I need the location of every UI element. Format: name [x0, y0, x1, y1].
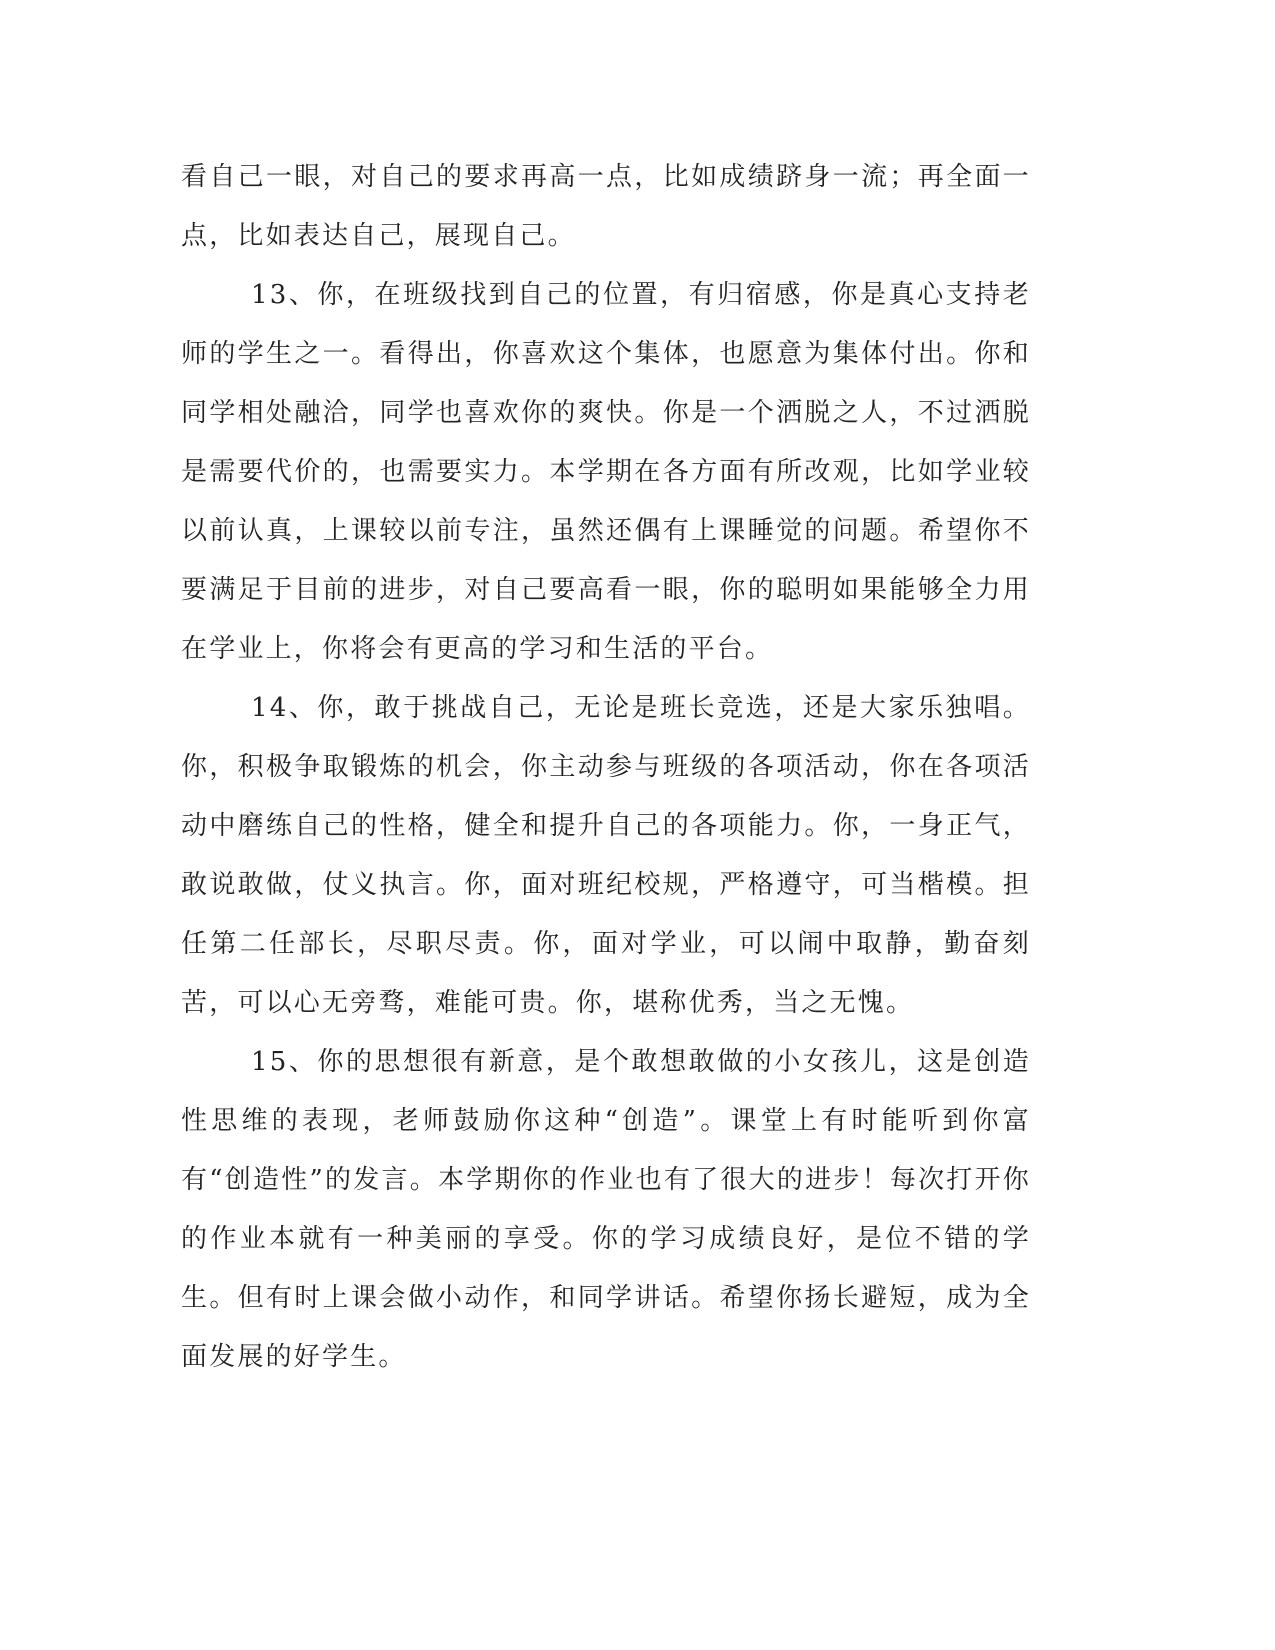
document-body [181, 148, 1031, 1387]
paragraph-13: 13、你，在班级找到自己的位置，有归宿感，你是真心支持老师的学生之一。看得出，你喜欢这个集体，也愿意为集体付出。你和同学相处融洽，同学也喜欢你的爽快。你是一个洒脱之人，不过洒脱是需要代价的，也需要实力。本学期在各方面有所改观，比如学业较以前认真，上课较以前专注，虽然还偶有上课睡觉的问题。希望你不要满足于目前的进步，对自己要高看一眼，你的聪明如果能够全力用在学业上，你将会有更高的学习和生活的平台。 [181, 280, 1031, 664]
paragraph-14: 14、你，敢于挑战自己，无论是班长竞选，还是大家乐独唱。你，积极争取锻炼的机会，你主动参与班级的各项活动，你在各项活动中磨练自己的性格，健全和提升自己的各项能力。你，一身正气，敢说敢做，仗义执言。你，面对班纪校规，严格遵守，可当楷模。担任第二任部长，尽职尽责。你，面对学业，可以闹中取静，勤奋刻苦，可以心无旁骛，难能可贵。你，堪称优秀，当之无愧。 [181, 693, 1031, 1018]
paragraph-continuation: 看自己一眼，对自己的要求再高一点，比如成绩跻身一流；再全面一点，比如表达自己，展现自己。 [181, 162, 1031, 251]
paragraph-15: 15、你的思想很有新意，是个敢想敢做的小女孩儿，这是创造性思维的表现，老师鼓励你这种“创造”。课堂上有时能听到你富有“创造性”的发言。本学期你的作业也有了很大的进步！每次打开你的作业本就有一种美丽的享受。你的学习成绩良好，是位不错的学生。但有时上课会做小动作，和同学讲话。希望你扬长避短，成为全面发展的好学生。 [181, 1047, 1031, 1372]
